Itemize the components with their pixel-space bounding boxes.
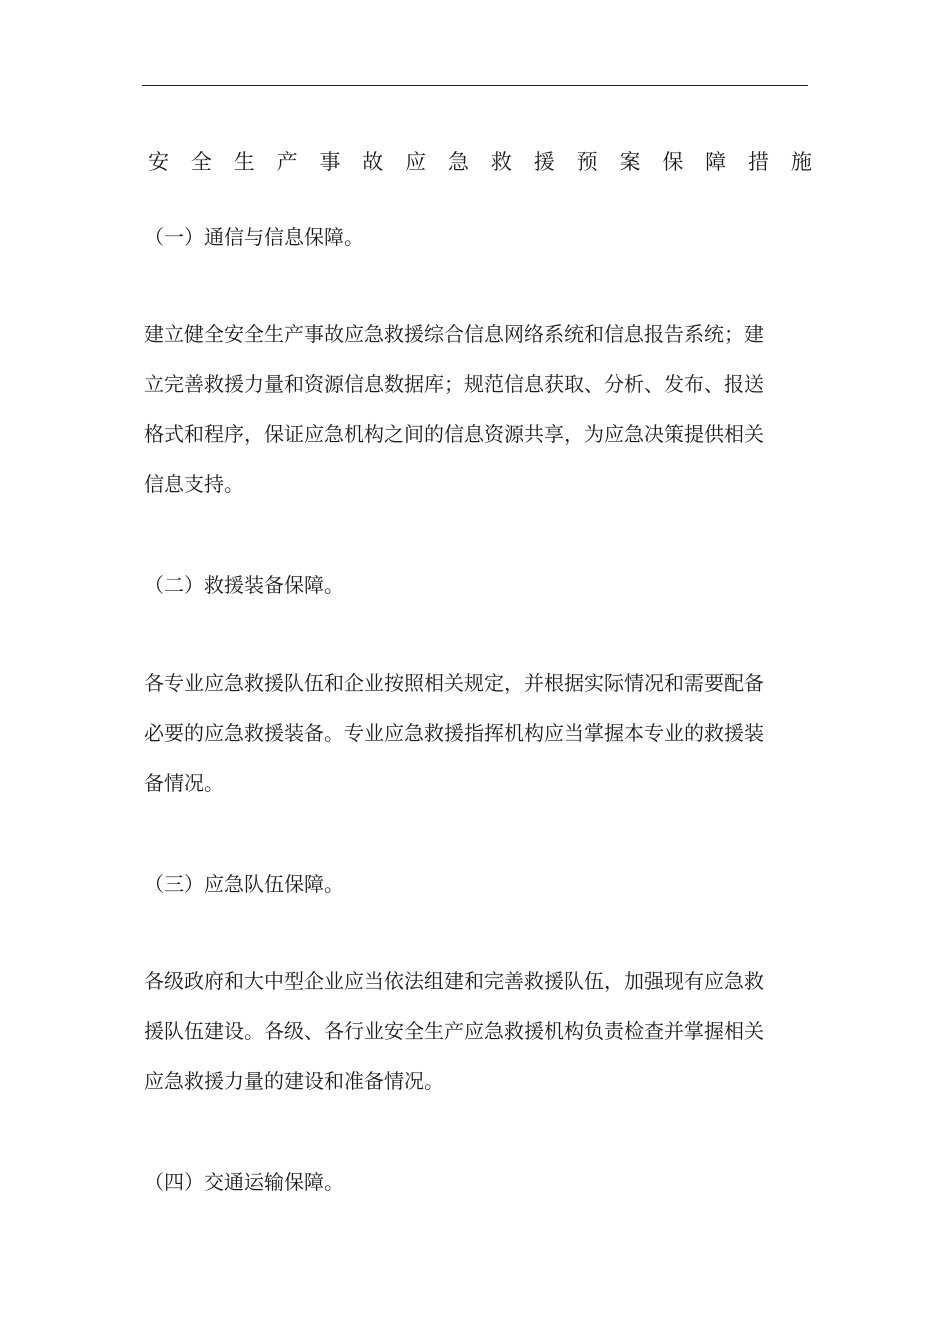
title-char: 措 — [748, 150, 770, 174]
section-heading-equipment: （二）救援装备保障。 — [144, 573, 344, 597]
title-char: 案 — [619, 150, 641, 174]
title-char: 全 — [190, 150, 212, 174]
title-char: 保 — [662, 150, 684, 174]
title-char: 生 — [233, 150, 255, 174]
section-paragraph-communication — [144, 309, 792, 509]
section-heading-communication: （一）通信与信息保障。 — [144, 225, 364, 249]
paragraph-line: 备情况。 — [144, 771, 224, 795]
paragraph-line: 援队伍建设。各级、各行业安全生产应急救援机构负责检查并掌握相关 — [144, 1019, 764, 1043]
title-char: 安 — [148, 150, 169, 174]
paragraph-line: 必要的应急救援装备。专业应急救援指挥机构应当掌握本专业的救援装 — [144, 721, 764, 745]
paragraph-line: 各专业应急救援队伍和企业按照相关规定，并根据实际情况和需要配备 — [144, 671, 764, 695]
paragraph-line: 格式和程序，保证应急机构之间的信息资源共享，为应急决策提供相关 — [144, 422, 764, 446]
title-char: 援 — [533, 150, 555, 174]
title-char: 应 — [405, 150, 427, 174]
title-char: 障 — [705, 150, 727, 174]
section-heading-transport: （四）交通运输保障。 — [144, 1170, 344, 1194]
paragraph-line: 立完善救援力量和资源信息数据库；规范信息获取、分析、发布、报送 — [144, 372, 764, 396]
header-rule — [142, 85, 808, 86]
section-heading-team: （三）应急队伍保障。 — [144, 872, 344, 896]
title-char: 急 — [448, 150, 470, 174]
paragraph-line: 建立健全安全生产事故应急救援综合信息网络系统和信息报告系统；建 — [144, 322, 764, 346]
title-char: 故 — [362, 150, 384, 174]
paragraph-line: 信息支持。 — [144, 472, 244, 496]
paragraph-line: 应急救援力量的建设和准备情况。 — [144, 1069, 444, 1093]
document-title — [148, 147, 812, 177]
title-char: 预 — [576, 150, 598, 174]
title-char: 施 — [790, 150, 812, 174]
title-char: 救 — [490, 150, 512, 174]
paragraph-line: 各级政府和大中型企业应当依法组建和完善救援队伍，加强现有应急救 — [144, 969, 764, 993]
section-paragraph-team — [144, 956, 792, 1106]
title-char: 产 — [276, 150, 298, 174]
title-char: 事 — [319, 150, 341, 174]
section-paragraph-equipment — [144, 658, 792, 808]
